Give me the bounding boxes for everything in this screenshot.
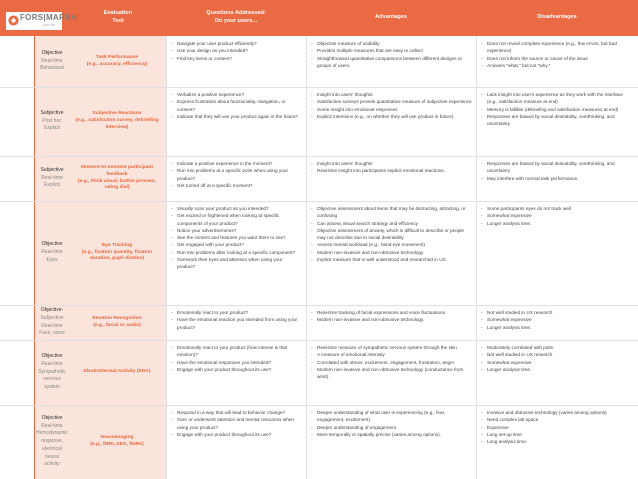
list-item: - Engage with your product throughout its use?	[170, 366, 302, 373]
list-item: - Engage with your product throughout its use?	[170, 431, 302, 438]
list-item: - Some participants eyes do not track well	[480, 205, 634, 212]
list-item: - Use your design as you intended?	[170, 47, 302, 54]
header-questions-line-1: Questions Addressed:	[206, 10, 266, 17]
category-line: Real-time	[41, 360, 63, 367]
disadvantages-list	[480, 309, 634, 331]
tool-cell	[68, 36, 166, 87]
list-item: - Lack insight into user's experience as they work with the interface (e.g., satisfaction measure at end)	[480, 91, 634, 106]
list-item: - Responses are biased by social desirability, overthinking, and uncertainty.	[480, 113, 634, 128]
category-line: Objective	[41, 353, 63, 360]
list-item: - Memory is fallible (debriefing and satisfaction measures at end)	[480, 106, 634, 113]
list-item: - Moderately correlated with palm	[480, 344, 634, 351]
list-item: - Verbalize a positive experience?	[170, 91, 302, 98]
category-cell	[34, 405, 69, 479]
advantages-list	[310, 344, 472, 380]
list-item: - Answers "what," but not "why."	[480, 62, 634, 69]
list-item: - Visually scan your product as you intended?	[170, 205, 302, 212]
list-item: - Notice your advertisements?	[170, 227, 302, 234]
advantages-list	[310, 409, 472, 438]
advantages-cell	[310, 36, 472, 87]
category-line: Behavioral	[40, 65, 64, 72]
tool-cell	[68, 156, 166, 201]
category-cell	[34, 201, 69, 305]
tool-name: Moment-to-moment participant feedback	[81, 164, 153, 177]
list-item: - Real-time tracking of facial expressions and voice fluctuations	[310, 309, 472, 316]
category-line: Real-time	[41, 322, 63, 329]
list-item: - Modern non-invasive and non-obtrusive technology.	[310, 316, 472, 323]
header-advantages	[306, 0, 476, 36]
disadvantages-cell	[480, 340, 634, 405]
list-item: - Provides multiple measures that are easy to collect	[310, 47, 472, 54]
tool-cell	[68, 405, 166, 479]
category-line: Subjective	[40, 314, 64, 321]
list-item: - Insight into users' thoughts	[310, 91, 472, 98]
list-item: - Over or underwork attention and mental resources when using your product?	[170, 416, 302, 431]
category-line: Objective	[41, 241, 63, 248]
list-item: - Straightforward quantitative comparisons between different designs or groups of users.	[310, 55, 472, 70]
category-line: Subjective	[40, 109, 64, 116]
row-divider	[0, 305, 638, 306]
list-item: - Implicit measure that is well understood and researched in UX.	[310, 256, 472, 263]
list-item: - Somewhat expensive	[480, 316, 634, 323]
forsmarsh-logo-icon	[8, 15, 19, 26]
tool-examples: (e.g., fixation quantity, fixation duration, pupil dilation)	[81, 249, 153, 262]
list-item: - Insight into users' thoughts	[310, 160, 472, 167]
list-item: - Somewhat expensive	[480, 359, 634, 366]
disadvantages-cell	[480, 156, 634, 201]
header-advantages-label: Advantages	[375, 14, 407, 21]
tool-cell	[68, 87, 166, 156]
list-item: - Run into problems at a specific point when using your product?	[170, 167, 302, 182]
category-cell	[34, 87, 69, 156]
questions-list	[170, 309, 302, 331]
questions-cell	[170, 201, 302, 305]
list-item: - Can assess visual search strategy and efficiency	[310, 220, 472, 227]
disadvantages-list	[480, 344, 634, 373]
questions-list	[170, 205, 302, 271]
tool-name: Emotion Recognition	[92, 315, 142, 321]
disadvantages-list	[480, 40, 634, 69]
advantages-cell	[310, 201, 472, 305]
list-item: - Need complex lab space	[480, 416, 634, 423]
tool-examples: (e.g., satisfaction survey, debriefing interview)	[75, 118, 159, 130]
advantages-list	[310, 40, 472, 69]
header-questions	[166, 0, 306, 36]
tool-cell	[68, 340, 166, 405]
list-item: - Assess mental workload (e.g., hand-eye movement)	[310, 241, 472, 248]
row-divider	[0, 201, 638, 202]
questions-cell	[170, 36, 302, 87]
disadvantages-list	[480, 91, 634, 127]
list-item: - Have the emotional reaction you intended from using your product?	[170, 316, 302, 331]
list-item: - Does not inform the source or cause of the issue	[480, 55, 634, 62]
list-item: - Modern non-invasive and non-obtrusive technology	[310, 249, 472, 256]
tool-name: ElectroDermal Activity (EDA)	[83, 369, 151, 375]
list-item: - Real-time insight into participants explicit emotional reactions.	[310, 167, 472, 174]
list-item: - Respond in a way that will lead to behavior change?	[170, 409, 302, 416]
category-cell	[34, 36, 69, 87]
list-item: - Find key items or content?	[170, 55, 302, 62]
tool-examples: (e.g., accuracy, efficiency)	[86, 61, 148, 67]
list-item: - Run into problems after looking at a specific component?	[170, 249, 302, 256]
list-item: - Indicate a positive experience in the moment?	[170, 160, 302, 167]
tool-name: Eye Tracking	[101, 242, 133, 248]
list-item: - Emotionally react to your product (how intense is that emotion)?	[170, 344, 302, 359]
list-item: - Long analysis time.	[480, 438, 634, 445]
category-line: electrical neural	[42, 445, 62, 460]
list-item: - Longer analysis time.	[480, 324, 634, 331]
list-item: - Real-time measure of sympathetic nervous system through the skin	[310, 344, 472, 351]
list-item: - Some insight into emotional responses	[310, 106, 472, 113]
tool-examples: (e.g., fMRI, EEG, fNIRs)	[90, 442, 144, 447]
list-item: - Not well studied in UX research	[480, 351, 634, 358]
column-divider	[306, 36, 307, 479]
questions-cell	[170, 405, 302, 479]
disadvantages-cell	[480, 87, 634, 156]
questions-list	[170, 344, 302, 373]
list-item: - Deeper understanding of what user is experiencing (e.g., fear, engagement, excitement)	[310, 409, 472, 424]
list-item: - Navigate your user product efficiently?	[170, 40, 302, 47]
questions-list	[170, 91, 302, 120]
category-line: Eyes	[46, 256, 58, 263]
list-item: - Not well studied in UX research	[480, 309, 634, 316]
list-item: - Get excited or frightened when looking at specific components of your product?	[170, 212, 302, 227]
tool-cell	[68, 201, 166, 305]
category-line: response,	[41, 438, 63, 445]
list-item: - Expensive	[480, 424, 634, 431]
questions-cell	[170, 305, 302, 340]
category-line: Post hoc	[42, 117, 62, 124]
advantages-cell	[310, 305, 472, 340]
header-tool-line-1: Evaluation	[103, 10, 133, 17]
category-line: Real-time	[41, 57, 63, 64]
header-evaluation-tool	[70, 0, 166, 36]
list-item: - Long set-up time	[480, 431, 634, 438]
questions-cell	[170, 340, 302, 405]
tool-name: Task Performance	[95, 54, 139, 60]
list-item: - Deeper understanding of engagement	[310, 424, 472, 431]
row-divider	[0, 340, 638, 341]
advantages-list	[310, 91, 472, 120]
column-divider	[166, 36, 167, 479]
tool-examples: (e.g., think aloud, button presses, rating dial)	[78, 178, 156, 191]
list-item: - Get turned off at a specific moment?	[170, 182, 302, 189]
advantages-list	[310, 205, 472, 263]
list-item: - Satisfaction surveys provide quantitative measure of subjective experience	[310, 98, 472, 105]
forsmarsh-logo	[6, 12, 77, 30]
list-item: - Indicate that they will use your product again in the future?	[170, 113, 302, 120]
tool-name: Neuroimaging	[100, 435, 134, 441]
list-item: - Invasive and obtrusive technology (varies among options)	[480, 409, 634, 416]
header-disadvantages-label: Disadvantages	[537, 14, 577, 21]
category-line: Real-time	[41, 174, 63, 181]
category-line: Objective	[41, 414, 63, 421]
advantages-cell	[310, 156, 472, 201]
list-item: - Have the emotional responses you intended?	[170, 359, 302, 366]
tool-examples: (e.g., facial or audio)	[93, 322, 141, 328]
category-line: Subjective	[40, 166, 64, 173]
questions-list	[170, 409, 302, 438]
disadvantages-cell	[480, 305, 634, 340]
list-item: - See the content and features you want them to see?	[170, 234, 302, 241]
disadvantages-list	[480, 409, 634, 445]
list-item: - Longer analysis time.	[480, 220, 634, 227]
category-line: Objective	[41, 49, 63, 56]
category-line: Real-time	[41, 422, 63, 429]
list-item: - May interfere with normal task performance.	[480, 175, 634, 182]
header-tool-line-2: Tool	[112, 18, 124, 24]
category-cell	[34, 305, 69, 340]
category-line: Face, voice	[39, 330, 65, 337]
logo-sub: GROUP	[43, 23, 56, 27]
header-disadvantages	[476, 0, 638, 36]
category-line: activity	[44, 461, 60, 468]
row-divider	[0, 405, 638, 406]
advantages-cell	[310, 340, 472, 405]
list-item: - Emotionally react to your product?	[170, 309, 302, 316]
list-item: - Objective assessment of anxiety, which is difficult to describe or people may not describe due to social desirability	[310, 227, 472, 242]
disadvantages-cell	[480, 201, 634, 305]
list-item: - Objective assessment about items that may be distracting, attracting, or confusing	[310, 205, 472, 220]
list-item: - A measure of emotional intensity	[310, 351, 472, 358]
disadvantages-list	[480, 160, 634, 182]
list-item: - More temporally or spatially precise (varies among options).	[310, 431, 472, 438]
list-item: - Longer analysis time.	[480, 366, 634, 373]
column-divider	[476, 36, 477, 479]
header-questions-line-2: Do your users...	[214, 18, 258, 24]
disadvantages-cell	[480, 405, 634, 479]
advantages-cell	[310, 405, 472, 479]
row-divider	[0, 87, 638, 88]
category-cell	[34, 340, 69, 405]
list-item: - Get engaged with your product?	[170, 241, 302, 248]
list-item: - Somewhat expensive	[480, 212, 634, 219]
list-item: - Correlated with stress, excitement, engagement, frustration, anger	[310, 359, 472, 366]
category-line: Hemodynamic	[36, 430, 68, 437]
logo-name: FORS|MARSH	[20, 13, 77, 22]
list-item: - Responses are biased by social desirability, overthinking, and uncertainty	[480, 160, 634, 175]
tool-cell	[68, 305, 166, 340]
disadvantages-cell	[480, 36, 634, 87]
list-item: - Overwork their eyes and attention when using your product?	[170, 256, 302, 271]
list-item: - Does not reveal complete experience (e.g., few errors, but bad experience)	[480, 40, 634, 55]
category-line: nervous system	[43, 376, 61, 391]
list-item: - Objective measure of usability	[310, 40, 472, 47]
list-item: - Explicit intentions (e.g., on whether they will use product in future).	[310, 113, 472, 120]
questions-list	[170, 160, 302, 189]
questions-cell	[170, 156, 302, 201]
disadvantages-list	[480, 205, 634, 227]
category-line: Sympathetic	[38, 368, 66, 375]
list-item: - Modern non-invasive and non-obtrusive technology (conductance from wrist).	[310, 366, 472, 381]
questions-list	[170, 40, 302, 62]
advantages-list	[310, 309, 472, 324]
category-line: Real-time	[41, 249, 63, 256]
list-item: - Express frustration about functionality, navigation, or content?	[170, 98, 302, 113]
questions-cell	[170, 87, 302, 156]
row-divider	[0, 156, 638, 157]
advantages-list	[310, 160, 472, 175]
category-line: Explicit	[44, 182, 60, 189]
category-line: Objective-	[40, 307, 64, 313]
advantages-cell	[310, 87, 472, 156]
category-cell	[34, 156, 69, 201]
tool-name: Subjective Reactions	[92, 111, 142, 117]
category-line: Explicit	[44, 125, 60, 132]
